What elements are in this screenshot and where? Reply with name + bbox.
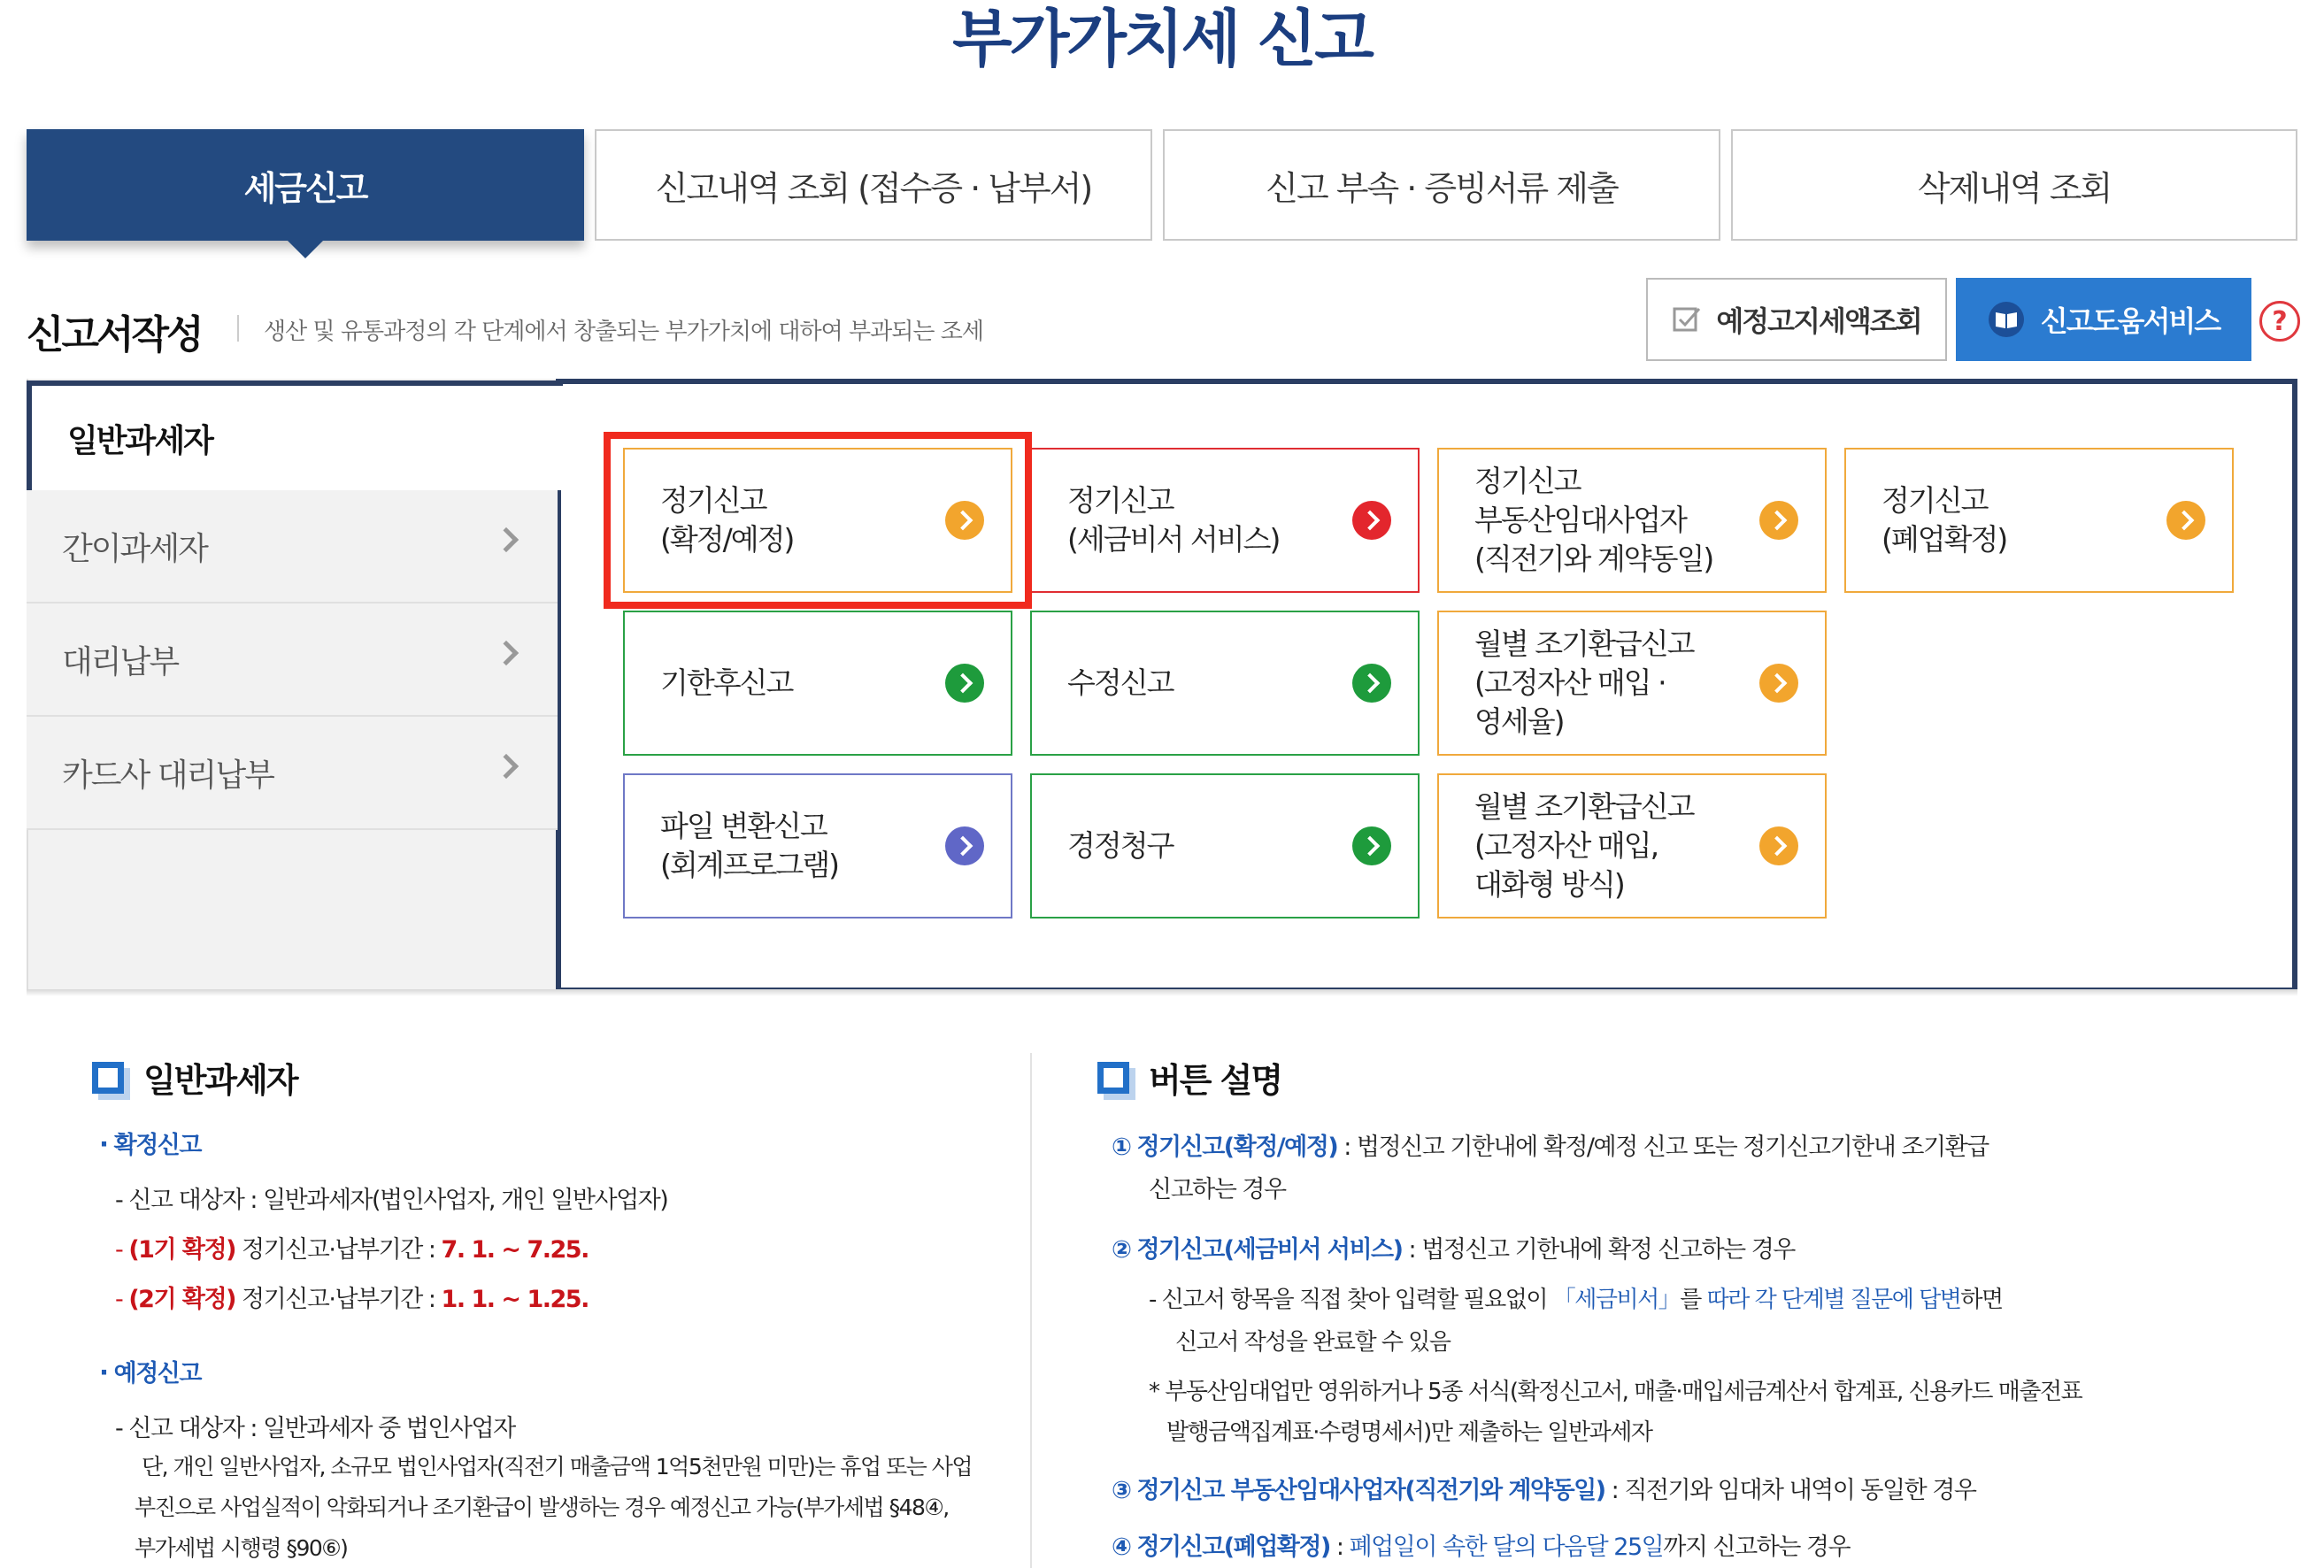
description-item-4 [1112, 1527, 1850, 1562]
card-file-conversion-filing[interactable] [623, 773, 1012, 919]
item-label: 정기신고(세금비서 서비스) [1136, 1236, 1403, 1264]
estimate-lookup-button[interactable] [1646, 278, 1947, 361]
confirm-filing-heading [99, 1126, 201, 1160]
card-label: 정기신고 부동산임대사업자 (직전기와 계약동일) [1474, 464, 1713, 576]
sidebar-item-label: 카드사 대리납부 [62, 757, 273, 794]
confirm-filing-text: 확정신고 [113, 1132, 201, 1159]
arrow-right-icon [2166, 501, 2205, 540]
chevron-right-icon [494, 754, 519, 779]
page-title: 부가가치세 신고 [952, 3, 1372, 75]
item-text: : 법정신고 기한내에 확정 신고하는 경우 [1402, 1236, 1795, 1264]
help-service-button[interactable] [1956, 278, 2251, 361]
sub-text: - 신고서 항목을 직접 찾아 입력할 필요없이 [1149, 1287, 1553, 1313]
first-period-label: (1기 확정) [128, 1236, 235, 1264]
item-label: 정기신고(확정/예정) [1136, 1134, 1338, 1161]
arrow-right-icon [1759, 664, 1798, 703]
card-label: 정기신고 (세금비서 서비스) [1067, 483, 1280, 557]
checkbox-icon [1672, 304, 1702, 334]
card-label: 월별 조기환급신고 (고정자산 매입 · 영세율) [1474, 626, 1694, 739]
info-title-text: 일반과세자 [143, 1061, 297, 1100]
tab-document-submission[interactable]: 신고 부속 · 증빙서류 제출 [1163, 129, 1720, 241]
item-text: : [1329, 1533, 1350, 1561]
info-title-text: 버튼 설명 [1149, 1061, 1282, 1100]
item-number: ③ [1112, 1477, 1131, 1504]
prelim-note-3: 부가세법 시행령 §90⑥) [135, 1535, 348, 1561]
description-item-1-cont: 신고하는 경우 [1149, 1176, 1286, 1203]
description-item-2-sub [1149, 1281, 2003, 1314]
description-item-2-sub2: 신고서 작성을 완료할 수 있음 [1175, 1329, 1451, 1356]
second-period-dates: 1. 1. ~ 1.25. [441, 1286, 589, 1313]
item-number: ④ [1112, 1533, 1131, 1561]
prelim-filing-text: 예정신고 [113, 1360, 201, 1387]
square-bullet-icon [1097, 1062, 1129, 1094]
item-text: 까지 신고하는 경우 [1663, 1533, 1851, 1561]
dot-bullet-icon: · [99, 1357, 108, 1387]
highlight-box [604, 432, 1032, 609]
card-regular-filing-closure[interactable] [1844, 448, 2234, 593]
description-item-3 [1112, 1471, 1975, 1505]
first-period-line [115, 1230, 589, 1264]
arrow-right-icon [945, 664, 984, 703]
prelim-target: - 신고 대상자 : 일반과세자 중 법인사업자 [115, 1415, 515, 1442]
sidebar-item-general-taxpayer[interactable]: 일반과세자 [27, 380, 563, 490]
book-icon [1988, 301, 2025, 338]
arrow-right-icon [945, 826, 984, 865]
card-amended-filing[interactable] [1030, 611, 1420, 756]
section-divider [237, 315, 239, 342]
item-text: : 직전기와 임대차 내역이 동일한 경우 [1604, 1477, 1976, 1504]
chevron-right-icon [494, 527, 519, 552]
button-description-title [1097, 1053, 1281, 1102]
panel-shadow [27, 989, 2297, 996]
chevron-right-icon [494, 641, 519, 665]
sidebar-item-card-proxy-payment[interactable] [27, 717, 558, 830]
tax-secretary-highlight: 「세금비서」 [1552, 1287, 1681, 1313]
arrow-right-icon [1759, 826, 1798, 865]
card-late-filing[interactable] [623, 611, 1012, 756]
arrow-right-icon [1352, 501, 1391, 540]
sidebar-item-label: 간이과세자 [62, 530, 207, 567]
sidebar-item-label: 대리납부 [62, 643, 179, 680]
prelim-filing-heading [99, 1354, 201, 1388]
card-label: 정기신고 (확정/예정) [660, 483, 794, 557]
column-divider [1030, 1053, 1032, 1568]
item-label: 정기신고(폐업확정) [1136, 1533, 1330, 1561]
item-label: 정기신고 부동산임대사업자(직전기와 계약동일) [1136, 1477, 1605, 1504]
dot-bullet-icon: · [99, 1129, 108, 1159]
arrow-right-icon [1352, 664, 1391, 703]
card-label: 수정신고 [1067, 665, 1174, 700]
section-description: 생산 및 유통과정의 각 단계에서 창출되는 부가가치에 대하여 부과되는 조세 [264, 319, 983, 345]
second-period-mid: 정기신고·납부기간 : [235, 1286, 442, 1313]
square-bullet-icon [92, 1062, 124, 1094]
card-monthly-early-refund-zero-rate[interactable] [1437, 611, 1827, 756]
second-period-dash: - [115, 1286, 129, 1313]
prelim-note-1: 단, 개인 일반사업자, 소규모 법인사업자(직전기 매출금액 1억5천만원 미만)는 휴업 또는 사업 [142, 1454, 973, 1480]
second-period-line [115, 1280, 589, 1314]
general-taxpayer-info-title [92, 1053, 297, 1102]
tab-filing-history[interactable]: 신고내역 조회 (접수증 · 납부서) [595, 129, 1152, 241]
first-period-mid: 정기신고·납부기간 : [235, 1236, 442, 1264]
card-regular-filing-tax-secretary[interactable] [1030, 448, 1420, 593]
closure-deadline-highlight: 폐업일이 속한 달의 다음달 25일 [1349, 1533, 1664, 1561]
arrow-right-icon [1352, 826, 1391, 865]
tab-deleted-history[interactable]: 삭제내역 조회 [1731, 129, 2297, 241]
prelim-note-2: 부진으로 사업실적이 악화되거나 조기환급이 발생하는 경우 예정신고 가능(부가세법 §48④, [135, 1495, 949, 1520]
sub-text: 를 [1680, 1287, 1707, 1313]
description-item-2-note1: * 부동산임대업만 영위하거나 5종 서식(확정신고서, 매출·매입세금계산서 합계표, 신용카드 매출전표 [1149, 1379, 2082, 1405]
description-item-1 [1112, 1127, 1989, 1162]
item-text: : 법정신고 기한내에 확정/예정 신고 또는 정기신고기한내 조기환급 [1337, 1134, 1989, 1161]
description-item-2 [1112, 1230, 1795, 1264]
arrow-right-icon [1759, 501, 1798, 540]
card-label: 경정청구 [1067, 828, 1174, 863]
first-period-dash: - [115, 1236, 129, 1264]
section-title: 신고서작성 [27, 312, 202, 357]
second-period-label: (2기 확정) [128, 1286, 235, 1313]
card-regular-filing-real-estate[interactable] [1437, 448, 1827, 593]
card-label: 파일 변환신고 (회계프로그램) [660, 809, 839, 882]
confirm-target: - 신고 대상자 : 일반과세자(법인사업자, 개인 일반사업자) [115, 1187, 668, 1214]
step-answer-highlight: 따라 각 단계별 질문에 답변 [1706, 1287, 1961, 1313]
card-label: 기한후신고 [660, 665, 793, 700]
sidebar-item-proxy-payment[interactable] [27, 603, 558, 717]
estimate-lookup-label: 예정고지세액조회 [1716, 304, 1921, 338]
first-period-dates: 7. 1. ~ 7.25. [441, 1236, 589, 1264]
item-number: ① [1112, 1134, 1131, 1161]
tab-tax-filing[interactable]: 세금신고 [27, 129, 584, 241]
sidebar-item-simplified-taxpayer[interactable] [27, 490, 558, 603]
description-item-2-note2: 발행금액집계표·수령명세서)만 제출하는 일반과세자 [1166, 1419, 1652, 1446]
help-icon[interactable]: ? [2259, 301, 2300, 342]
card-label: 월별 조기환급신고 (고정자산 매입, 대화형 방식) [1474, 789, 1694, 902]
card-label: 정기신고 (폐업확정) [1882, 483, 2007, 557]
sub-text: 하면 [1960, 1287, 2003, 1313]
item-number: ② [1112, 1236, 1131, 1264]
card-correction-claim[interactable] [1030, 773, 1420, 919]
help-service-label: 신고도움서비스 [2040, 304, 2220, 338]
card-monthly-early-refund-interactive[interactable] [1437, 773, 1827, 919]
